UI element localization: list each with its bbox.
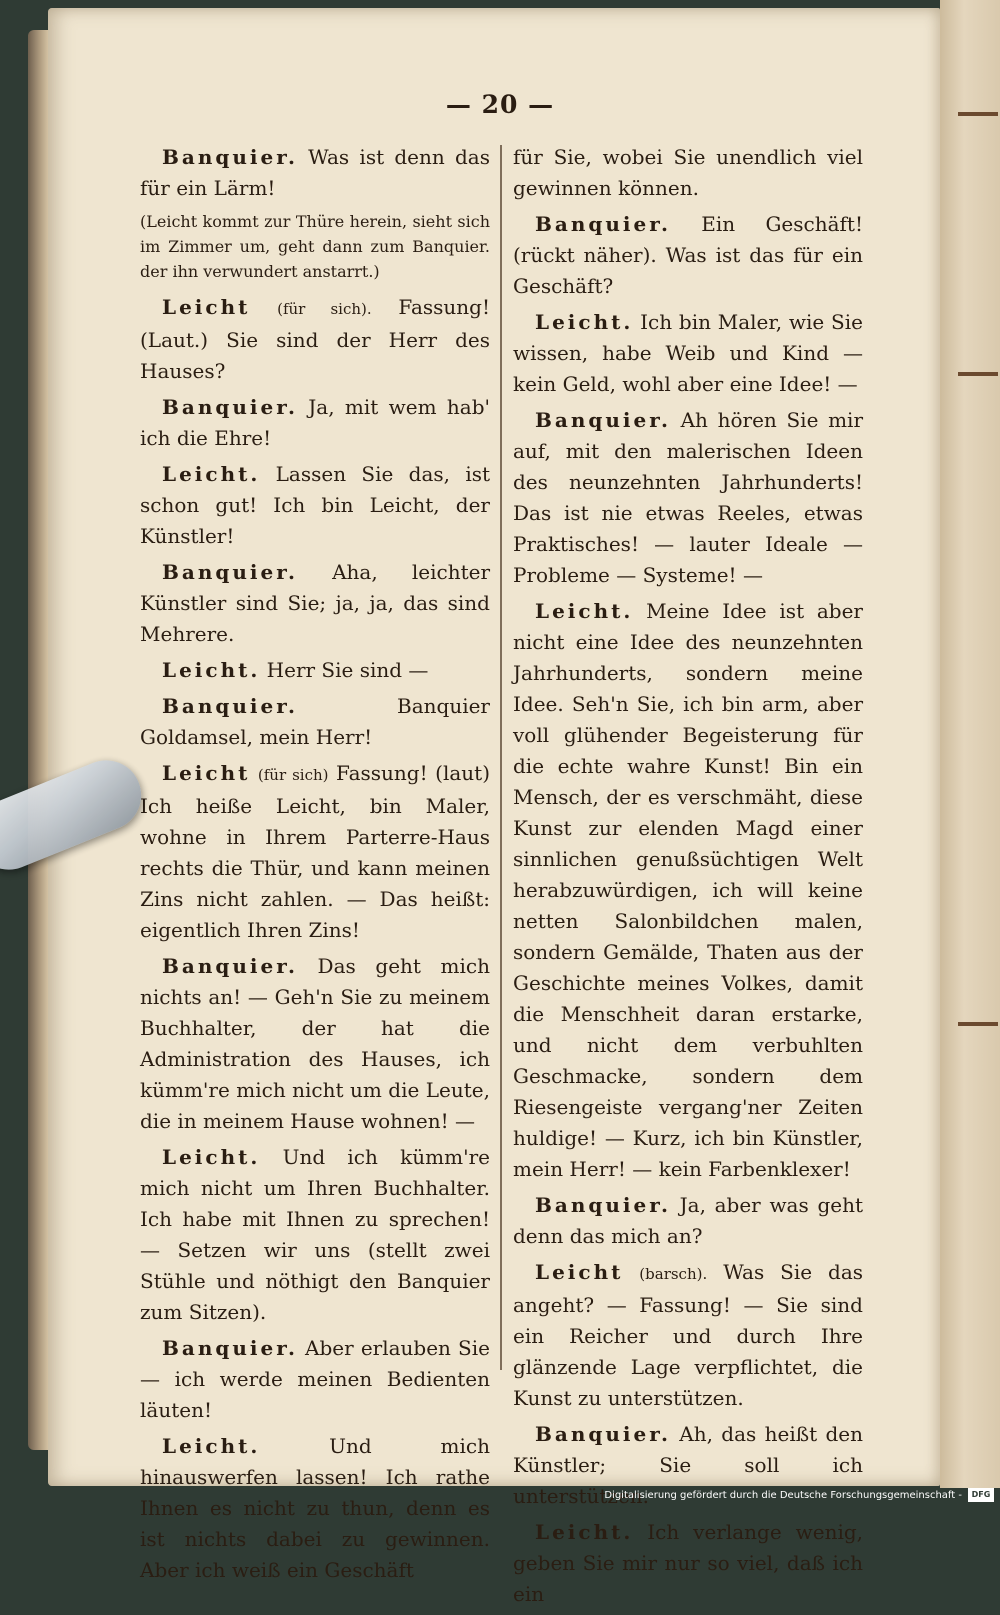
dialogue-text: Was Sie das angeht? — Fassung! — Sie sind ein Reicher und durch Ihre glänzende Lage verpflichtet, die Kunst zu unterstützen. <box>513 1260 864 1410</box>
dialogue-paragraph <box>140 459 490 552</box>
speaker-name: Leicht. <box>535 310 634 334</box>
stage-direction-inline: (barsch). <box>639 1265 708 1283</box>
speaker-name: Leicht <box>162 295 251 319</box>
funding-note: Digitalisierung gefördert durch die Deutsche Forschungsgemeinschaft - <box>604 1489 962 1501</box>
dialogue-text: Ich verlange wenig, geben Sie mir nur so viel, daß ich ein <box>513 1520 864 1606</box>
dialogue-paragraph <box>513 1517 863 1610</box>
dialogue-text: Aber erlauben Sie — ich werde meinen Bedienten läuten! <box>140 1336 490 1422</box>
dialogue-paragraph <box>140 292 490 387</box>
dialogue-text: Fassung! (Laut.) Sie sind der Herr des Hauses? <box>140 295 490 383</box>
dialogue-text: Und mich hinauswerfen lassen! Ich rathe Ihnen es nicht zu thun, denn es ist nichts dabei zu gewinnen. Aber ich weiß ein Geschäft <box>140 1434 491 1582</box>
speaker-name: Banquier. <box>535 212 671 236</box>
dialogue-paragraph <box>140 1431 490 1586</box>
dialogue-paragraph <box>140 1333 490 1426</box>
dfg-logo: DFG <box>968 1488 994 1502</box>
dialogue-paragraph <box>513 405 863 591</box>
dialogue-paragraph <box>140 691 490 753</box>
dialogue-text: Ja, mit wem hab' ich die Ehre! <box>140 395 491 450</box>
speaker-name: Banquier. <box>162 1336 298 1360</box>
dialogue-paragraph <box>513 1190 863 1252</box>
dialogue-text: Banquier Goldamsel, mein Herr! <box>140 694 490 749</box>
page-tab-mark <box>958 1022 998 1026</box>
page-tab-mark <box>958 372 998 376</box>
column-divider <box>500 145 502 1370</box>
speaker-name: Banquier. <box>162 694 298 718</box>
dialogue-paragraph <box>140 142 490 204</box>
dialogue-text: Lassen Sie das, ist schon gut! Ich bin Leicht, der Künstler! <box>140 462 491 548</box>
speaker-name: Banquier. <box>162 395 298 419</box>
stage-direction-inline: (für sich) <box>257 766 329 784</box>
dialogue-paragraph <box>513 209 863 302</box>
dialogue-text: Ja, aber was geht denn das mich an? <box>513 1193 864 1248</box>
dialogue-text: Das geht mich nichts an! — Geh'n Sie zu meinem Buchhalter, der hat die Administration des Hauses, ich kümm're mich nicht um die Leute, die in meinem Hause wohnen! — <box>140 954 491 1133</box>
dialogue-paragraph <box>140 1142 490 1328</box>
speaker-name: Banquier. <box>535 1422 671 1446</box>
dialogue-text: Meine Idee ist aber nicht eine Idee des neunzehnten Jahrhunderts, sondern meine Idee. Seh'n Sie, ich bin arm, aber voll glühender Begeisterung für die echte wahre Kunst! Bin ein Mensch, der es verschmäht, diese Kunst zur elenden Magd einer sinnlichen genußsüchtigen Welt herabzuwürdigen, ich will keine netten Salonbildchen malen, sondern Gemälde, Thaten aus der Geschichte meines Volkes, damit die Menschheit daran erstarke, und nicht dem verbuhlten Geschmacke, sondern dem Riesengeiste vergang'ner Zeiten huldige! — Kurz, ich bin Künstler, mein Herr! — kein Farbenklexer! <box>513 599 863 1181</box>
dialogue-text: Was ist denn das für ein Lärm! <box>140 145 490 200</box>
dialogue-paragraph <box>140 951 490 1137</box>
dialogue-text: Herr Sie sind — <box>266 658 429 682</box>
speaker-name: Leicht. <box>535 1520 634 1544</box>
dialogue-text: Ich bin Maler, wie Sie wissen, habe Weib und Kind — kein Geld, wohl aber eine Idee! — <box>513 310 863 396</box>
dialogue-paragraph <box>140 655 490 686</box>
right-text-column <box>513 142 863 1615</box>
speaker-name: Banquier. <box>162 954 298 978</box>
dialogue-paragraph <box>140 392 490 454</box>
continued-text: für Sie, wobei Sie unendlich viel gewinnen können. <box>513 145 863 200</box>
dialogue-text: Und ich kümm're mich nicht um Ihren Buchhalter. Ich habe mit Ihnen zu sprechen! — Setzen wir uns (stellt zwei Stühle und nöthigt den Banquier zum Sitzen). <box>140 1145 490 1324</box>
speaker-name: Leicht. <box>535 599 634 623</box>
speaker-name: Leicht <box>535 1260 624 1284</box>
dialogue-paragraph <box>140 557 490 650</box>
dialogue-paragraph <box>513 596 863 1185</box>
dialogue-text: Aha, leichter Künstler sind Sie; ja, ja, das sind Mehrere. <box>140 560 491 646</box>
speaker-name: Banquier. <box>162 560 298 584</box>
dialogue-paragraph <box>513 307 863 400</box>
dialogue-text: Ein Geschäft! (rückt näher). Was ist das für ein Geschäft? <box>513 212 864 298</box>
facing-page-edge <box>940 0 1000 1488</box>
left-text-column <box>140 142 490 1591</box>
dialogue-text: Ah, das heißt den Künstler; Sie soll ich unterstützen. <box>513 1422 863 1508</box>
dialogue-text: Fassung! (laut) Ich heiße Leicht, bin Maler, wohne in Ihrem Parterre-Haus rechts die Thür, und kann meinen Zins nicht zahlen. — Das heißt: eigentlich Ihren Zins! <box>140 761 491 942</box>
footer <box>604 1484 994 1506</box>
dialogue-text: Ah hören Sie mir auf, mit den malerischen Ideen des neunzehnten Jahrhunderts! Das ist nie etwas Reeles, etwas Praktisches! — lauter Ideale — Probleme — Systeme! — <box>513 408 864 587</box>
stage-direction-inline: (für sich). <box>277 300 372 318</box>
speaker-name: Banquier. <box>535 408 671 432</box>
dialogue-paragraph <box>513 1257 863 1414</box>
dialogue-paragraph <box>140 758 490 946</box>
page-number: — 20 — <box>445 90 555 119</box>
speaker-name: Banquier. <box>535 1193 671 1217</box>
speaker-name: Leicht. <box>162 462 261 486</box>
speaker-name: Leicht. <box>162 658 261 682</box>
speaker-name: Leicht. <box>162 1434 261 1458</box>
speaker-name: Leicht. <box>162 1145 261 1169</box>
stage-direction: (Leicht kommt zur Thüre herein, sieht sich im Zimmer um, geht dann zum Banquier. der ihn verwundert anstarrt.) <box>140 212 490 281</box>
speaker-name: Leicht <box>162 761 251 785</box>
speaker-name: Banquier. <box>162 145 298 169</box>
